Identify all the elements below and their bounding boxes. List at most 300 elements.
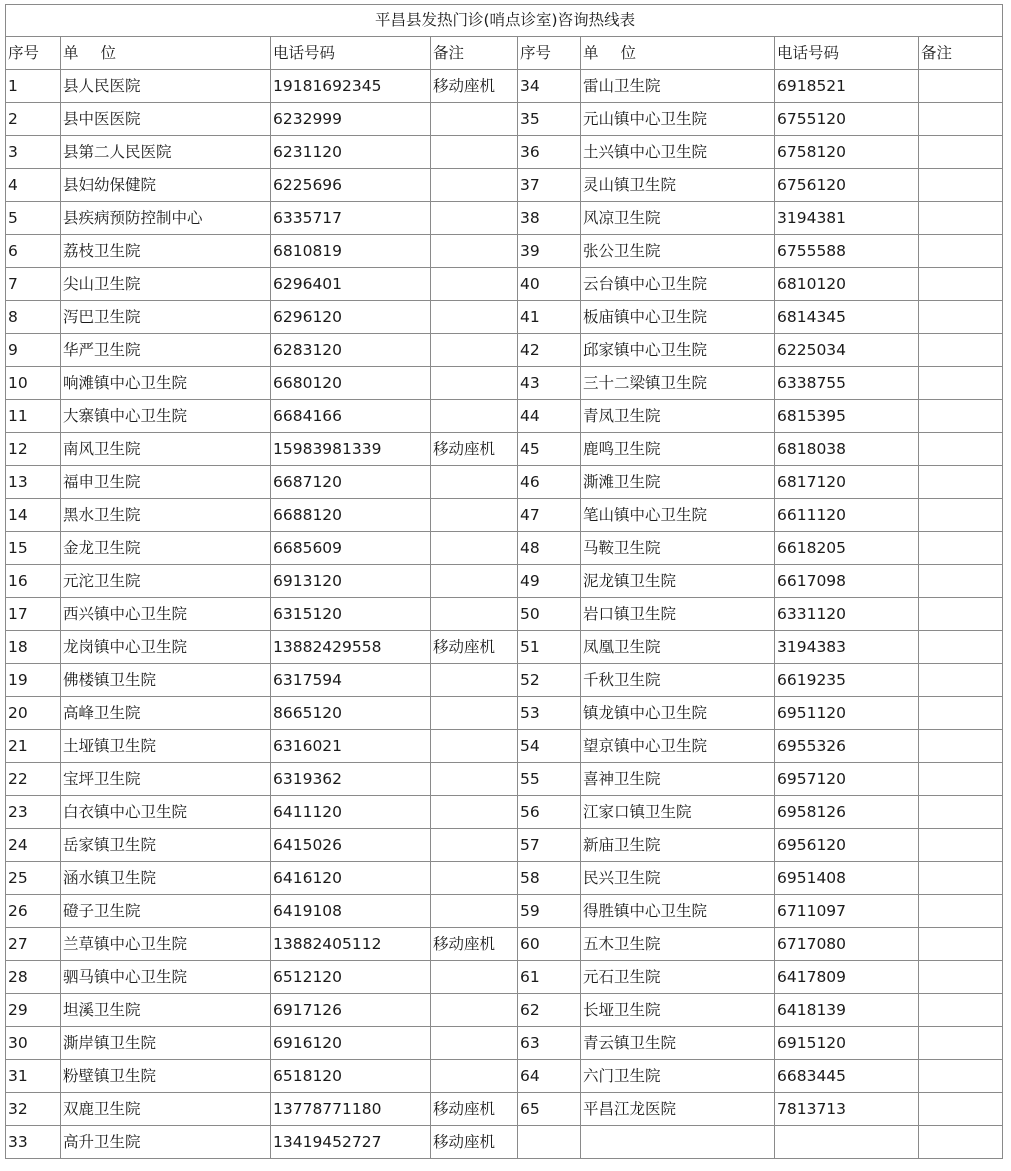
cell-phone-right: 6711097 xyxy=(775,895,919,928)
cell-note-left xyxy=(431,697,518,730)
cell-phone-right: 3194383 xyxy=(775,631,919,664)
table-row xyxy=(6,70,1003,103)
header-seq-left: 序号 xyxy=(6,37,61,70)
cell-seq-left: 9 xyxy=(6,334,61,367)
cell-unit-right: 青云镇卫生院 xyxy=(581,1027,775,1060)
cell-unit-left: 宝坪卫生院 xyxy=(61,763,271,796)
cell-note-right xyxy=(919,565,1003,598)
cell-seq-right: 43 xyxy=(518,367,581,400)
cell-phone-right: 6755588 xyxy=(775,235,919,268)
cell-note-left xyxy=(431,499,518,532)
cell-seq-left: 1 xyxy=(6,70,61,103)
cell-seq-right: 49 xyxy=(518,565,581,598)
header-unit-right-b: 位 xyxy=(620,44,637,62)
cell-unit-right: 泥龙镇卫生院 xyxy=(581,565,775,598)
cell-unit-right xyxy=(581,1126,775,1159)
cell-seq-right: 48 xyxy=(518,532,581,565)
table-body xyxy=(6,5,1003,1159)
table-row xyxy=(6,400,1003,433)
table-row xyxy=(6,796,1003,829)
cell-seq-left: 18 xyxy=(6,631,61,664)
cell-phone-right: 6951120 xyxy=(775,697,919,730)
cell-phone-right: 6618205 xyxy=(775,532,919,565)
cell-note-right xyxy=(919,961,1003,994)
cell-unit-right: 得胜镇中心卫生院 xyxy=(581,895,775,928)
header-unit-left xyxy=(61,37,271,70)
cell-seq-right: 47 xyxy=(518,499,581,532)
cell-phone-right: 6915120 xyxy=(775,1027,919,1060)
cell-note-left xyxy=(431,730,518,763)
cell-phone-left: 6688120 xyxy=(271,499,431,532)
cell-note-right xyxy=(919,301,1003,334)
cell-unit-right: 凤凰卫生院 xyxy=(581,631,775,664)
cell-unit-left: 县中医医院 xyxy=(61,103,271,136)
cell-phone-left: 6316021 xyxy=(271,730,431,763)
cell-seq-left: 5 xyxy=(6,202,61,235)
cell-unit-left: 坦溪卫生院 xyxy=(61,994,271,1027)
cell-phone-left: 6317594 xyxy=(271,664,431,697)
cell-phone-right: 6756120 xyxy=(775,169,919,202)
cell-phone-left: 6913120 xyxy=(271,565,431,598)
cell-phone-left: 6283120 xyxy=(271,334,431,367)
cell-phone-left: 13419452727 xyxy=(271,1126,431,1159)
cell-seq-left: 24 xyxy=(6,829,61,862)
table-row xyxy=(6,664,1003,697)
title-row xyxy=(6,5,1003,37)
cell-seq-left: 11 xyxy=(6,400,61,433)
cell-unit-left: 龙岗镇中心卫生院 xyxy=(61,631,271,664)
cell-phone-right: 6918521 xyxy=(775,70,919,103)
cell-seq-left: 30 xyxy=(6,1027,61,1060)
table-row xyxy=(6,928,1003,961)
cell-unit-left: 高升卫生院 xyxy=(61,1126,271,1159)
cell-seq-left: 2 xyxy=(6,103,61,136)
cell-seq-left: 26 xyxy=(6,895,61,928)
cell-note-right xyxy=(919,235,1003,268)
cell-note-right xyxy=(919,895,1003,928)
cell-unit-left: 大寨镇中心卫生院 xyxy=(61,400,271,433)
cell-note-right xyxy=(919,400,1003,433)
cell-seq-right: 60 xyxy=(518,928,581,961)
cell-seq-right: 52 xyxy=(518,664,581,697)
cell-unit-right: 岩口镇卫生院 xyxy=(581,598,775,631)
table-row xyxy=(6,1093,1003,1126)
header-unit-right xyxy=(581,37,775,70)
cell-note-left xyxy=(431,961,518,994)
table-row xyxy=(6,202,1003,235)
cell-note-right xyxy=(919,1126,1003,1159)
table-row xyxy=(6,334,1003,367)
header-unit-left-b: 位 xyxy=(100,44,117,62)
cell-note-left: 移动座机 xyxy=(431,1093,518,1126)
cell-phone-left: 8665120 xyxy=(271,697,431,730)
cell-phone-left: 19181692345 xyxy=(271,70,431,103)
cell-unit-right: 马鞍卫生院 xyxy=(581,532,775,565)
cell-seq-left: 16 xyxy=(6,565,61,598)
cell-unit-left: 双鹿卫生院 xyxy=(61,1093,271,1126)
cell-unit-left: 磴子卫生院 xyxy=(61,895,271,928)
cell-note-left xyxy=(431,367,518,400)
cell-unit-left: 金龙卫生院 xyxy=(61,532,271,565)
cell-phone-left: 6335717 xyxy=(271,202,431,235)
table-row xyxy=(6,1126,1003,1159)
cell-seq-right: 58 xyxy=(518,862,581,895)
cell-seq-left: 7 xyxy=(6,268,61,301)
cell-unit-right: 三十二梁镇卫生院 xyxy=(581,367,775,400)
cell-unit-left: 白衣镇中心卫生院 xyxy=(61,796,271,829)
cell-phone-left: 6225696 xyxy=(271,169,431,202)
cell-note-left xyxy=(431,334,518,367)
table-row xyxy=(6,235,1003,268)
cell-unit-right: 镇龙镇中心卫生院 xyxy=(581,697,775,730)
cell-note-right xyxy=(919,202,1003,235)
table-row xyxy=(6,433,1003,466)
table-row xyxy=(6,169,1003,202)
cell-seq-right: 45 xyxy=(518,433,581,466)
cell-unit-right: 鹿鸣卫生院 xyxy=(581,433,775,466)
cell-phone-left: 6512120 xyxy=(271,961,431,994)
cell-phone-left: 6916120 xyxy=(271,1027,431,1060)
cell-phone-right: 6611120 xyxy=(775,499,919,532)
cell-seq-right: 65 xyxy=(518,1093,581,1126)
table-row xyxy=(6,631,1003,664)
cell-note-right xyxy=(919,862,1003,895)
cell-seq-left: 8 xyxy=(6,301,61,334)
cell-unit-left: 福申卫生院 xyxy=(61,466,271,499)
header-note-right: 备注 xyxy=(919,37,1003,70)
cell-phone-right: 6758120 xyxy=(775,136,919,169)
cell-note-right xyxy=(919,367,1003,400)
cell-note-right xyxy=(919,334,1003,367)
cell-note-left xyxy=(431,400,518,433)
cell-note-right xyxy=(919,697,1003,730)
cell-phone-left: 6680120 xyxy=(271,367,431,400)
cell-seq-right: 57 xyxy=(518,829,581,862)
cell-phone-right: 6956120 xyxy=(775,829,919,862)
table-row xyxy=(6,103,1003,136)
cell-unit-right: 喜神卫生院 xyxy=(581,763,775,796)
cell-seq-right: 39 xyxy=(518,235,581,268)
cell-seq-right: 44 xyxy=(518,400,581,433)
cell-note-right xyxy=(919,499,1003,532)
cell-note-right xyxy=(919,631,1003,664)
cell-note-left xyxy=(431,301,518,334)
table-row xyxy=(6,1060,1003,1093)
cell-unit-right: 板庙镇中心卫生院 xyxy=(581,301,775,334)
cell-seq-right: 61 xyxy=(518,961,581,994)
cell-seq-left: 32 xyxy=(6,1093,61,1126)
cell-seq-left: 15 xyxy=(6,532,61,565)
cell-phone-left: 6231120 xyxy=(271,136,431,169)
table-row xyxy=(6,532,1003,565)
cell-phone-left: 6296401 xyxy=(271,268,431,301)
cell-note-right xyxy=(919,829,1003,862)
cell-phone-left: 6684166 xyxy=(271,400,431,433)
cell-note-right xyxy=(919,466,1003,499)
cell-phone-right: 6951408 xyxy=(775,862,919,895)
cell-seq-right: 55 xyxy=(518,763,581,796)
cell-seq-right: 38 xyxy=(518,202,581,235)
cell-seq-left: 31 xyxy=(6,1060,61,1093)
table-row xyxy=(6,994,1003,1027)
cell-seq-left: 20 xyxy=(6,697,61,730)
cell-seq-left: 25 xyxy=(6,862,61,895)
cell-note-left: 移动座机 xyxy=(431,631,518,664)
cell-seq-left: 4 xyxy=(6,169,61,202)
cell-unit-left: 华严卫生院 xyxy=(61,334,271,367)
cell-unit-left: 涵水镇卫生院 xyxy=(61,862,271,895)
cell-note-left xyxy=(431,862,518,895)
cell-seq-left: 27 xyxy=(6,928,61,961)
cell-unit-right: 土兴镇中心卫生院 xyxy=(581,136,775,169)
cell-note-right xyxy=(919,1027,1003,1060)
cell-note-right xyxy=(919,532,1003,565)
cell-unit-left: 响滩镇中心卫生院 xyxy=(61,367,271,400)
header-seq-right: 序号 xyxy=(518,37,581,70)
cell-unit-left: 土垭镇卫生院 xyxy=(61,730,271,763)
cell-phone-left: 13778771180 xyxy=(271,1093,431,1126)
cell-seq-right: 53 xyxy=(518,697,581,730)
cell-note-left: 移动座机 xyxy=(431,433,518,466)
cell-seq-right: 34 xyxy=(518,70,581,103)
cell-phone-right: 6225034 xyxy=(775,334,919,367)
cell-phone-right: 6619235 xyxy=(775,664,919,697)
table-row xyxy=(6,598,1003,631)
cell-note-left xyxy=(431,598,518,631)
cell-unit-right: 元石卫生院 xyxy=(581,961,775,994)
cell-note-right xyxy=(919,70,1003,103)
cell-phone-left: 6518120 xyxy=(271,1060,431,1093)
table-row xyxy=(6,961,1003,994)
header-unit-right-a: 单 xyxy=(583,44,599,62)
cell-seq-left: 22 xyxy=(6,763,61,796)
cell-note-left xyxy=(431,136,518,169)
cell-seq-right: 59 xyxy=(518,895,581,928)
cell-phone-left: 6232999 xyxy=(271,103,431,136)
cell-seq-left: 13 xyxy=(6,466,61,499)
table-row xyxy=(6,862,1003,895)
cell-unit-left: 岳家镇卫生院 xyxy=(61,829,271,862)
cell-unit-left: 县人民医院 xyxy=(61,70,271,103)
cell-note-right xyxy=(919,994,1003,1027)
cell-note-left: 移动座机 xyxy=(431,1126,518,1159)
cell-phone-left: 6315120 xyxy=(271,598,431,631)
cell-phone-right: 6817120 xyxy=(775,466,919,499)
cell-seq-right: 54 xyxy=(518,730,581,763)
cell-unit-left: 驷马镇中心卫生院 xyxy=(61,961,271,994)
cell-phone-right: 6810120 xyxy=(775,268,919,301)
cell-note-right xyxy=(919,730,1003,763)
cell-phone-right: 3194381 xyxy=(775,202,919,235)
cell-seq-right: 40 xyxy=(518,268,581,301)
cell-phone-right: 6818038 xyxy=(775,433,919,466)
cell-phone-left: 6416120 xyxy=(271,862,431,895)
cell-seq-right: 63 xyxy=(518,1027,581,1060)
cell-seq-right: 37 xyxy=(518,169,581,202)
table-title: 平昌县发热门诊(哨点诊室)咨询热线表 xyxy=(6,5,1003,37)
cell-note-left xyxy=(431,994,518,1027)
cell-unit-right: 澌滩卫生院 xyxy=(581,466,775,499)
cell-seq-left: 28 xyxy=(6,961,61,994)
cell-seq-left: 6 xyxy=(6,235,61,268)
table-row xyxy=(6,730,1003,763)
cell-seq-left: 21 xyxy=(6,730,61,763)
header-phone-right: 电话号码 xyxy=(775,37,919,70)
cell-unit-left: 尖山卫生院 xyxy=(61,268,271,301)
cell-note-right xyxy=(919,664,1003,697)
cell-unit-right: 江家口镇卫生院 xyxy=(581,796,775,829)
cell-unit-right: 邱家镇中心卫生院 xyxy=(581,334,775,367)
cell-note-left: 移动座机 xyxy=(431,70,518,103)
cell-note-left xyxy=(431,1027,518,1060)
cell-phone-right: 6957120 xyxy=(775,763,919,796)
cell-phone-right: 6417809 xyxy=(775,961,919,994)
hotline-table xyxy=(5,4,1003,1159)
cell-seq-right: 51 xyxy=(518,631,581,664)
cell-note-right xyxy=(919,103,1003,136)
cell-note-right xyxy=(919,433,1003,466)
cell-unit-left: 县妇幼保健院 xyxy=(61,169,271,202)
table-row xyxy=(6,301,1003,334)
cell-unit-right: 张公卫生院 xyxy=(581,235,775,268)
table-row xyxy=(6,367,1003,400)
cell-phone-right: 6617098 xyxy=(775,565,919,598)
cell-seq-left: 23 xyxy=(6,796,61,829)
cell-note-left xyxy=(431,565,518,598)
cell-seq-left: 14 xyxy=(6,499,61,532)
cell-unit-left: 兰草镇中心卫生院 xyxy=(61,928,271,961)
cell-unit-left: 县第二人民医院 xyxy=(61,136,271,169)
cell-phone-left: 6810819 xyxy=(271,235,431,268)
cell-phone-left: 6411120 xyxy=(271,796,431,829)
cell-unit-right: 雷山卫生院 xyxy=(581,70,775,103)
cell-note-left xyxy=(431,202,518,235)
cell-seq-right: 56 xyxy=(518,796,581,829)
cell-unit-right: 望京镇中心卫生院 xyxy=(581,730,775,763)
cell-unit-right: 云台镇中心卫生院 xyxy=(581,268,775,301)
cell-unit-left: 元沱卫生院 xyxy=(61,565,271,598)
cell-note-right xyxy=(919,928,1003,961)
table-row xyxy=(6,268,1003,301)
table-row xyxy=(6,466,1003,499)
cell-seq-right: 41 xyxy=(518,301,581,334)
cell-phone-right: 6683445 xyxy=(775,1060,919,1093)
cell-note-right xyxy=(919,763,1003,796)
cell-seq-left: 29 xyxy=(6,994,61,1027)
cell-seq-right: 62 xyxy=(518,994,581,1027)
cell-seq-left: 12 xyxy=(6,433,61,466)
cell-unit-right: 笔山镇中心卫生院 xyxy=(581,499,775,532)
cell-note-left: 移动座机 xyxy=(431,928,518,961)
cell-note-left xyxy=(431,1060,518,1093)
cell-seq-right: 50 xyxy=(518,598,581,631)
cell-note-right xyxy=(919,598,1003,631)
cell-unit-right: 新庙卫生院 xyxy=(581,829,775,862)
table-row xyxy=(6,136,1003,169)
cell-phone-left: 6415026 xyxy=(271,829,431,862)
cell-seq-right xyxy=(518,1126,581,1159)
cell-note-left xyxy=(431,763,518,796)
cell-note-right xyxy=(919,268,1003,301)
cell-unit-left: 粉壁镇卫生院 xyxy=(61,1060,271,1093)
cell-seq-right: 46 xyxy=(518,466,581,499)
cell-unit-left: 高峰卫生院 xyxy=(61,697,271,730)
table-row xyxy=(6,763,1003,796)
cell-phone-right: 6958126 xyxy=(775,796,919,829)
cell-phone-left: 6685609 xyxy=(271,532,431,565)
table-row xyxy=(6,829,1003,862)
cell-unit-right: 民兴卫生院 xyxy=(581,862,775,895)
cell-note-left xyxy=(431,268,518,301)
cell-phone-left: 15983981339 xyxy=(271,433,431,466)
cell-note-left xyxy=(431,532,518,565)
cell-unit-left: 县疾病预防控制中心 xyxy=(61,202,271,235)
cell-seq-right: 64 xyxy=(518,1060,581,1093)
cell-unit-right: 风凉卫生院 xyxy=(581,202,775,235)
header-phone-left: 电话号码 xyxy=(271,37,431,70)
cell-unit-right: 长垭卫生院 xyxy=(581,994,775,1027)
cell-phone-left: 6319362 xyxy=(271,763,431,796)
cell-unit-right: 五木卫生院 xyxy=(581,928,775,961)
cell-note-left xyxy=(431,664,518,697)
cell-phone-right: 6955326 xyxy=(775,730,919,763)
cell-phone-left: 6419108 xyxy=(271,895,431,928)
cell-seq-left: 19 xyxy=(6,664,61,697)
cell-phone-left: 13882405112 xyxy=(271,928,431,961)
cell-unit-left: 黑水卫生院 xyxy=(61,499,271,532)
cell-note-left xyxy=(431,895,518,928)
cell-note-right xyxy=(919,796,1003,829)
cell-phone-right xyxy=(775,1126,919,1159)
cell-phone-right: 6814345 xyxy=(775,301,919,334)
cell-seq-left: 17 xyxy=(6,598,61,631)
cell-phone-left: 6296120 xyxy=(271,301,431,334)
table-row xyxy=(6,565,1003,598)
cell-phone-right: 6815395 xyxy=(775,400,919,433)
table-row xyxy=(6,1027,1003,1060)
cell-seq-left: 3 xyxy=(6,136,61,169)
cell-note-left xyxy=(431,796,518,829)
header-note-left: 备注 xyxy=(431,37,518,70)
cell-unit-right: 平昌江龙医院 xyxy=(581,1093,775,1126)
cell-seq-right: 42 xyxy=(518,334,581,367)
header-unit-left-a: 单 xyxy=(63,44,79,62)
cell-note-right xyxy=(919,1093,1003,1126)
cell-unit-left: 荔枝卫生院 xyxy=(61,235,271,268)
cell-note-right xyxy=(919,1060,1003,1093)
cell-seq-right: 36 xyxy=(518,136,581,169)
cell-unit-right: 元山镇中心卫生院 xyxy=(581,103,775,136)
cell-phone-right: 6717080 xyxy=(775,928,919,961)
cell-unit-right: 灵山镇卫生院 xyxy=(581,169,775,202)
cell-unit-right: 千秋卫生院 xyxy=(581,664,775,697)
cell-note-left xyxy=(431,829,518,862)
cell-unit-left: 澌岸镇卫生院 xyxy=(61,1027,271,1060)
cell-phone-left: 6687120 xyxy=(271,466,431,499)
cell-note-right xyxy=(919,169,1003,202)
cell-seq-left: 33 xyxy=(6,1126,61,1159)
cell-unit-right: 六门卫生院 xyxy=(581,1060,775,1093)
cell-seq-right: 35 xyxy=(518,103,581,136)
cell-phone-right: 6755120 xyxy=(775,103,919,136)
table-row xyxy=(6,499,1003,532)
cell-phone-right: 6331120 xyxy=(775,598,919,631)
cell-phone-left: 13882429558 xyxy=(271,631,431,664)
cell-phone-right: 6338755 xyxy=(775,367,919,400)
cell-note-left xyxy=(431,466,518,499)
cell-note-right xyxy=(919,136,1003,169)
cell-unit-left: 泻巴卫生院 xyxy=(61,301,271,334)
